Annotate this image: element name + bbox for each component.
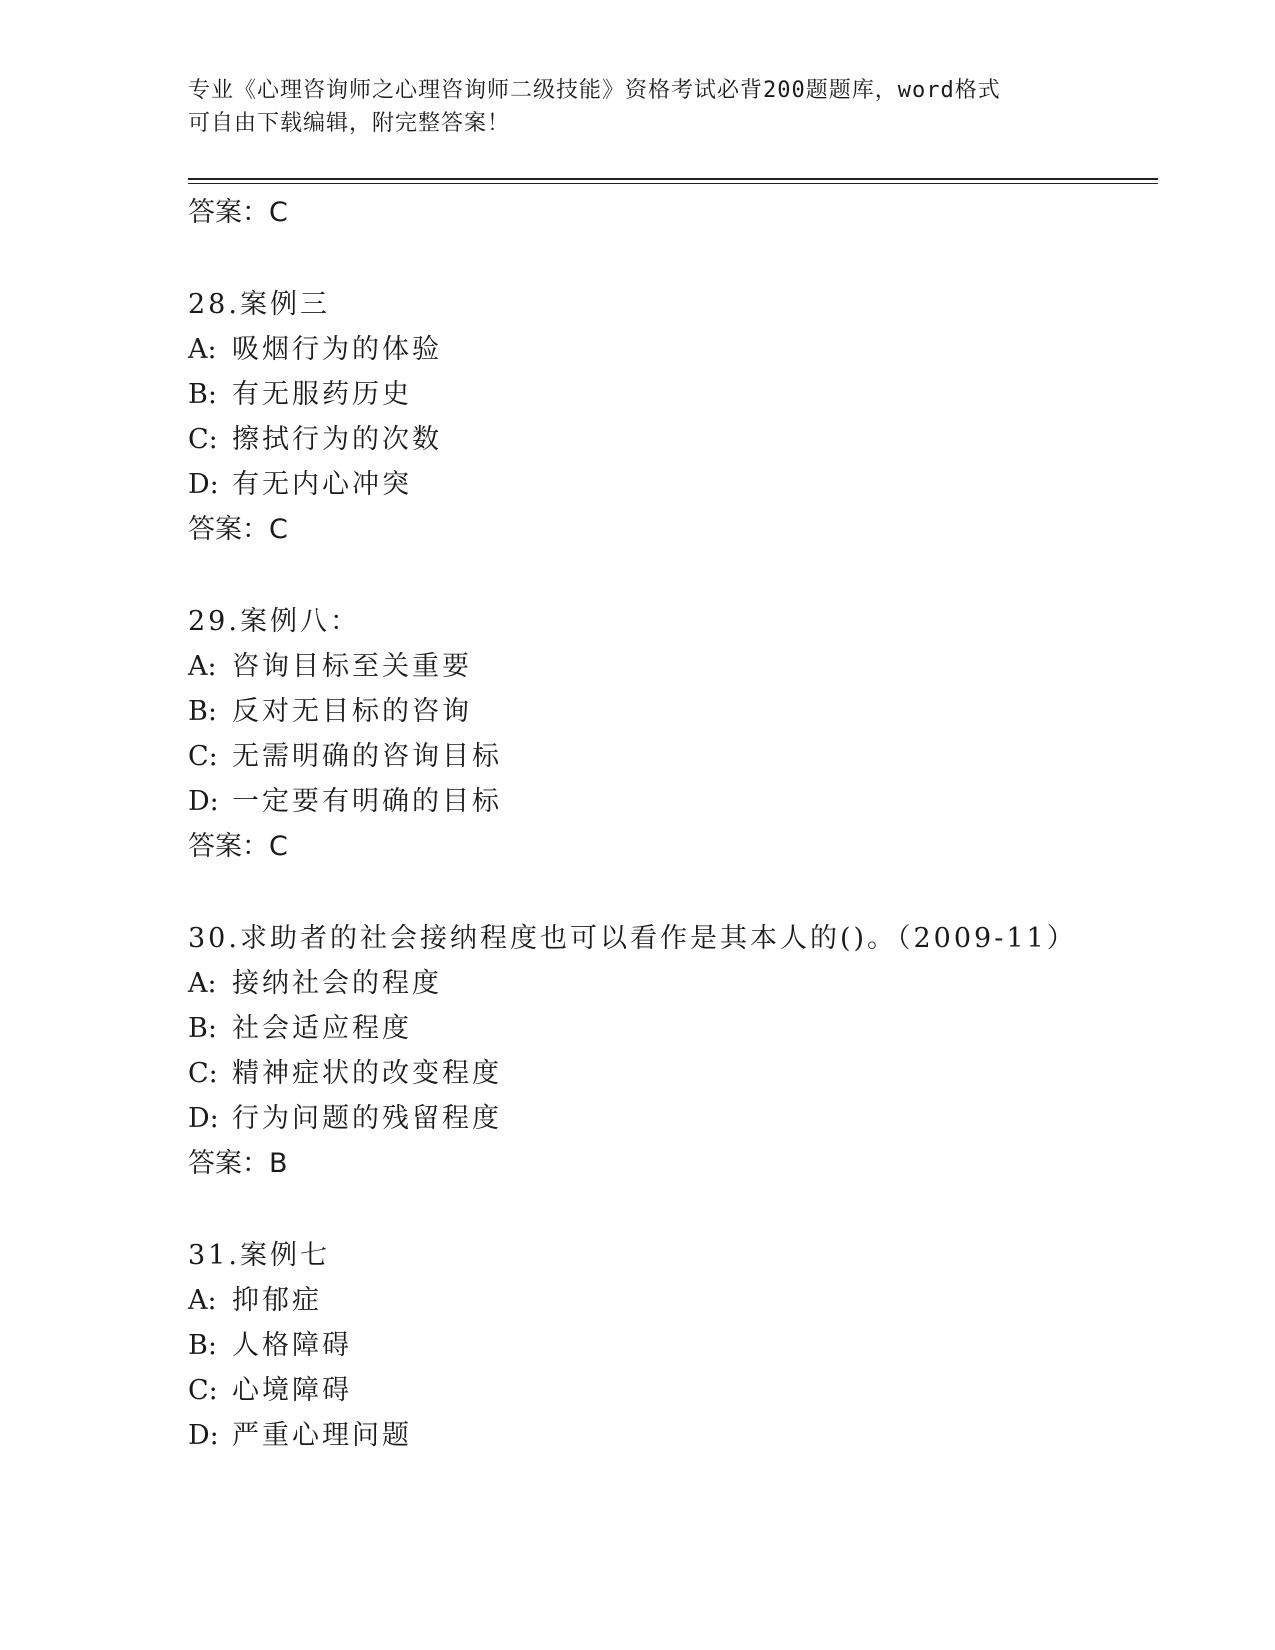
option-text: 反对无目标的咨询 <box>232 696 472 727</box>
option-a <box>188 1278 1158 1323</box>
option-b <box>188 1323 1158 1368</box>
option-letter: B: <box>188 379 217 410</box>
option-b <box>188 1006 1158 1051</box>
option-letter: B: <box>188 1330 217 1361</box>
question-title: 29.案例八： <box>188 606 360 637</box>
question-title: 30.求助者的社会接纳程度也可以看作是其本人的()。（2009-11） <box>188 923 1077 954</box>
option-letter: A: <box>188 334 217 365</box>
option-text: 无需明确的咨询目标 <box>232 741 502 772</box>
question-title: 31.案例七 <box>188 1240 330 1271</box>
option-text: 严重心理问题 <box>232 1420 412 1451</box>
option-letter: D: <box>188 1103 219 1134</box>
option-letter: D: <box>188 469 219 500</box>
option-a <box>188 327 1158 372</box>
option-letter: C: <box>188 1375 218 1406</box>
option-a <box>188 644 1158 689</box>
spacer <box>188 235 1158 282</box>
question-block <box>188 599 1158 869</box>
option-text: 有无服药历史 <box>232 379 412 410</box>
spacer <box>188 869 1158 916</box>
option-text: 有无内心冲突 <box>232 469 412 500</box>
option-d <box>188 462 1158 507</box>
option-text: 抑郁症 <box>232 1285 322 1316</box>
option-letter: B: <box>188 696 217 727</box>
option-b <box>188 372 1158 417</box>
header-line-2: 可自由下载编辑，附完整答案！ <box>188 111 511 136</box>
option-text: 接纳社会的程度 <box>232 968 442 999</box>
header-divider <box>188 178 1158 180</box>
option-letter: C: <box>188 424 218 455</box>
option-letter: D: <box>188 1420 219 1451</box>
option-letter: A: <box>188 1285 217 1316</box>
option-letter: D: <box>188 786 219 817</box>
header-divider-thin <box>188 183 1158 184</box>
header-line-1: 专业《心理咨询师之心理咨询师二级技能》资格考试必背200题题库，word格式 <box>188 78 1001 103</box>
document-header <box>188 74 1088 140</box>
option-text: 精神症状的改变程度 <box>232 1058 502 1089</box>
option-letter: A: <box>188 968 217 999</box>
option-c <box>188 734 1158 779</box>
option-text: 一定要有明确的目标 <box>232 786 502 817</box>
option-text: 擦拭行为的次数 <box>232 424 442 455</box>
answer-line: 答案：C <box>188 831 288 862</box>
option-text: 咨询目标至关重要 <box>232 651 472 682</box>
option-letter: B: <box>188 1013 217 1044</box>
option-text: 吸烟行为的体验 <box>232 334 442 365</box>
option-letter: C: <box>188 741 218 772</box>
question-block <box>188 1233 1158 1458</box>
answer-line: 答案：C <box>188 197 288 228</box>
question-block <box>188 282 1158 552</box>
question-title: 28.案例三 <box>188 289 330 320</box>
option-b <box>188 689 1158 734</box>
answer-line: 答案：B <box>188 1148 288 1179</box>
option-text: 人格障碍 <box>232 1330 352 1361</box>
option-d <box>188 779 1158 824</box>
answer-line: 答案：C <box>188 514 288 545</box>
option-letter: A: <box>188 651 217 682</box>
option-c <box>188 417 1158 462</box>
question-block <box>188 916 1158 1186</box>
option-text: 心境障碍 <box>232 1375 352 1406</box>
option-text: 行为问题的残留程度 <box>232 1103 502 1134</box>
option-c <box>188 1051 1158 1096</box>
option-letter: C: <box>188 1058 218 1089</box>
option-c <box>188 1368 1158 1413</box>
spacer <box>188 1186 1158 1233</box>
question-list <box>188 190 1158 1458</box>
option-a <box>188 961 1158 1006</box>
spacer <box>188 552 1158 599</box>
option-d <box>188 1413 1158 1458</box>
option-text: 社会适应程度 <box>232 1013 412 1044</box>
option-d <box>188 1096 1158 1141</box>
